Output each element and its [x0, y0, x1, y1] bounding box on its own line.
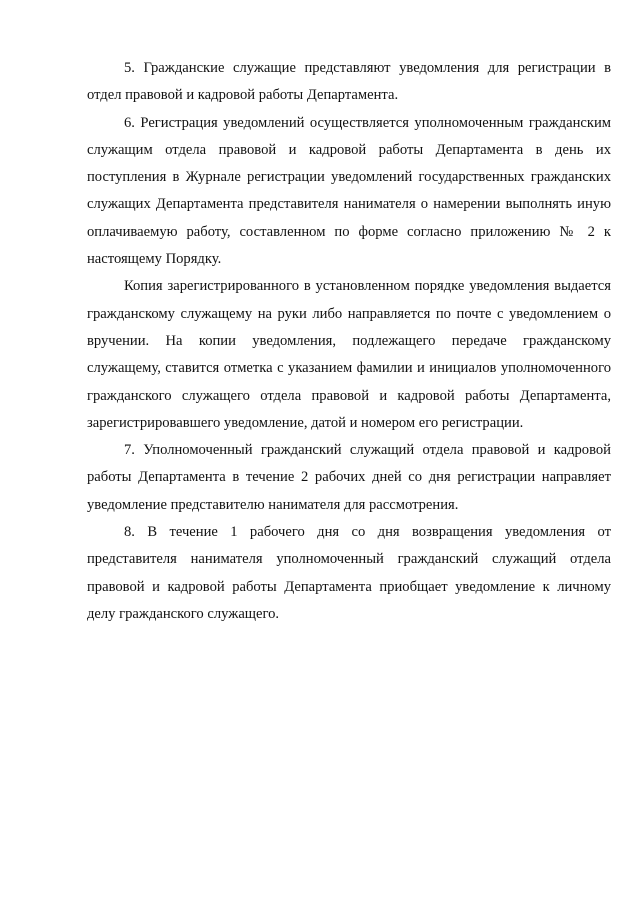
- paragraph-5: 5. Гражданские служащие представляют уведомления для регистрации в отдел правовой и кадровой работы Департамента.: [87, 60, 611, 104]
- paragraph-6: 6. Регистрация уведомлений осуществляется уполномоченным гражданским служащим отдела правовой и кадровой работы Департамента в день их поступления в Журнале регистрации уведомлений государственных гражданских служащих Департамента представителя нанимателя о намерении выполнять иную оплачиваемую работу, составленном по форме согласно приложению № 2 к настоящему Порядку.: [87, 114, 611, 268]
- paragraph-6-copy: Копия зарегистрированного в установленном порядке уведомления выдается гражданскому служащему на руки либо направляется по почте с уведомлением о вручении. На копии уведомления, подлежащего передаче гражданскому служащему, ставится отметка с указанием фамилии и инициалов уполномоченного гражданского служащего отдела правовой и кадровой работы Департамента, зарегистрировавшего уведомление, датой и номером его регистрации.: [87, 278, 611, 431]
- paragraph-7: 7. Уполномоченный гражданский служащий отдела правовой и кадровой работы Департамента в течение 2 рабочих дней со дня регистрации направляет уведомление представителю нанимателя для рассмотрения.: [87, 442, 611, 513]
- paragraph-8: 8. В течение 1 рабочего дня со дня возвращения уведомления от представителя нанимателя уполномоченный гражданский служащий отдела правовой и кадровой работы Департамента приобщает уведомление к личному делу гражданского служащего.: [87, 524, 611, 622]
- document-body: [87, 55, 611, 628]
